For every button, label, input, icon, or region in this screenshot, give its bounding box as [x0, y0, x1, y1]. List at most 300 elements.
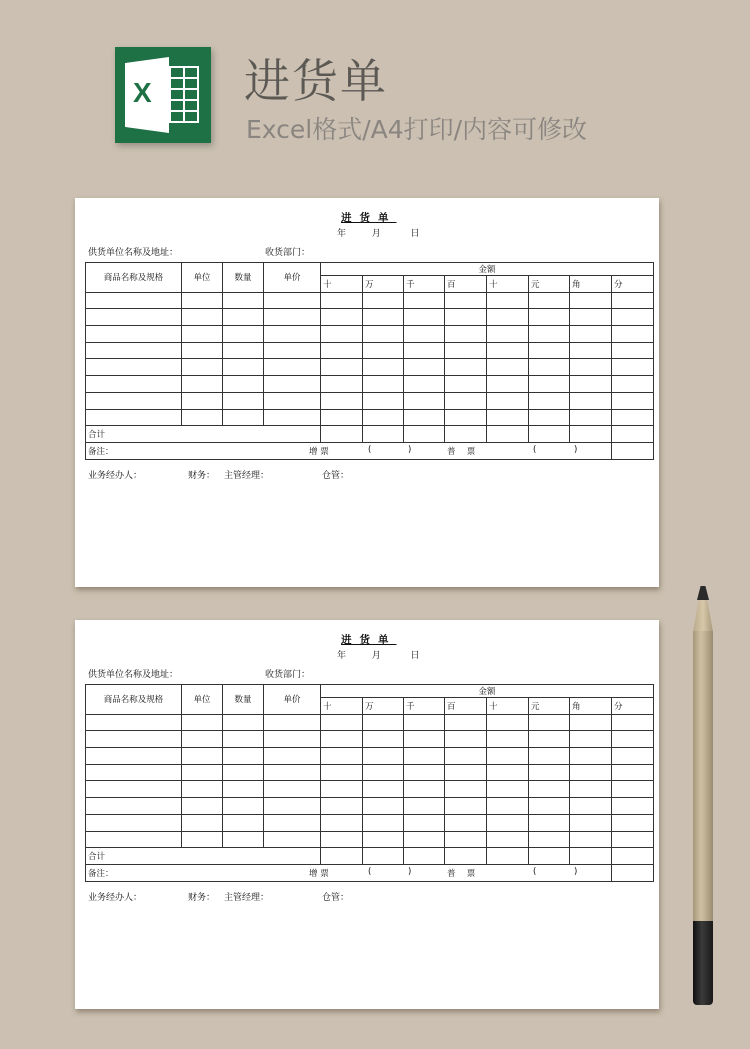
paren-open: ( [368, 866, 372, 877]
table-cell[interactable] [363, 392, 404, 409]
table-cell[interactable] [86, 814, 182, 831]
table-row [86, 798, 654, 815]
table-cell[interactable] [404, 376, 445, 393]
table-cell[interactable] [570, 409, 612, 426]
remark-label: 备注： [88, 868, 114, 879]
remark-row[interactable] [86, 442, 612, 459]
table-cell[interactable] [487, 731, 529, 748]
table-cell[interactable] [182, 342, 223, 359]
total-cell[interactable] [529, 848, 570, 865]
digit-qian: 千 [404, 698, 445, 715]
table-cell[interactable] [612, 781, 654, 798]
form-title: 进货单 [341, 634, 397, 646]
table-cell[interactable] [487, 309, 529, 326]
date-day: 日 [410, 651, 420, 661]
table-cell[interactable] [612, 748, 654, 765]
table-cell[interactable] [321, 748, 363, 765]
table-cell[interactable] [363, 814, 404, 831]
table-cell[interactable] [223, 831, 264, 848]
table-row [86, 292, 654, 309]
table-cell[interactable] [404, 764, 445, 781]
digit-ten-thousand-ten: 十 [321, 698, 363, 715]
table-cell[interactable] [570, 714, 612, 731]
table-cell[interactable] [321, 831, 363, 848]
normal-invoice-label: 普 票 [447, 868, 476, 879]
table-cell[interactable] [445, 409, 487, 426]
table-row [86, 359, 654, 376]
table-cell[interactable] [445, 764, 487, 781]
table-cell[interactable] [321, 309, 363, 326]
vat-invoice-label: 增 票 [309, 446, 329, 457]
remark-extra-cell[interactable] [612, 864, 654, 881]
digit-wan: 万 [363, 698, 404, 715]
table-cell[interactable] [363, 731, 404, 748]
digit-wan: 万 [363, 276, 404, 293]
table-cell[interactable] [445, 376, 487, 393]
header-quantity: 数量 [223, 685, 264, 715]
table-row [86, 392, 654, 409]
table-cell[interactable] [264, 342, 321, 359]
data-rows [86, 292, 654, 426]
table-cell[interactable] [404, 731, 445, 748]
remark-extra-cell[interactable] [612, 442, 654, 459]
table-cell[interactable] [487, 359, 529, 376]
normal-invoice-label: 普 票 [447, 446, 476, 457]
table-cell[interactable] [487, 392, 529, 409]
table-cell[interactable] [223, 359, 264, 376]
header-unit-price: 单价 [264, 263, 321, 293]
table-cell[interactable] [86, 392, 182, 409]
table-cell[interactable] [487, 714, 529, 731]
table-cell[interactable] [487, 342, 529, 359]
supplier-label: 供货单位名称及地址： [88, 248, 179, 258]
table-cell[interactable] [529, 292, 570, 309]
table-cell[interactable] [86, 409, 182, 426]
goods-table [85, 684, 654, 882]
total-cell[interactable] [487, 426, 529, 443]
table-cell[interactable] [445, 781, 487, 798]
pencil-decoration [693, 586, 713, 1006]
total-cell[interactable] [529, 426, 570, 443]
table-row [86, 342, 654, 359]
table-cell[interactable] [487, 409, 529, 426]
footer-handler: 业务经办人： [88, 893, 143, 903]
table-cell[interactable] [86, 292, 182, 309]
table-cell[interactable] [182, 359, 223, 376]
table-cell[interactable] [182, 764, 223, 781]
table-cell[interactable] [570, 781, 612, 798]
total-cell[interactable] [445, 848, 487, 865]
table-cell[interactable] [321, 814, 363, 831]
table-cell[interactable] [363, 764, 404, 781]
footer-handler: 业务经办人： [88, 471, 143, 481]
table-cell[interactable] [363, 409, 404, 426]
table-cell[interactable] [363, 309, 404, 326]
footer-warehouse: 仓管： [322, 893, 350, 903]
total-cell[interactable] [570, 426, 612, 443]
table-cell[interactable] [264, 798, 321, 815]
table-cell[interactable] [570, 342, 612, 359]
receiving-dept-label: 收货部门： [265, 248, 311, 258]
table-cell[interactable] [529, 781, 570, 798]
table-cell[interactable] [445, 309, 487, 326]
table-cell[interactable] [363, 326, 404, 343]
table-cell[interactable] [529, 814, 570, 831]
table-row [86, 731, 654, 748]
table-cell[interactable] [404, 409, 445, 426]
header-unit: 单位 [182, 685, 223, 715]
header-quantity: 数量 [223, 263, 264, 293]
digit-yuan: 元 [529, 698, 570, 715]
table-cell[interactable] [529, 409, 570, 426]
remark-row[interactable] [86, 864, 612, 881]
table-cell[interactable] [264, 409, 321, 426]
table-cell[interactable] [223, 781, 264, 798]
table-cell[interactable] [182, 292, 223, 309]
table-cell[interactable] [86, 731, 182, 748]
footer-manager: 主管经理： [224, 893, 270, 903]
table-cell[interactable] [612, 831, 654, 848]
table-cell[interactable] [404, 781, 445, 798]
table-cell[interactable] [612, 342, 654, 359]
table-cell[interactable] [264, 731, 321, 748]
header-unit-price: 单价 [264, 685, 321, 715]
table-row [86, 831, 654, 848]
digit-shi: 十 [487, 698, 529, 715]
paren-open: ( [533, 444, 537, 455]
table-cell[interactable] [363, 292, 404, 309]
table-cell[interactable] [612, 309, 654, 326]
table-cell[interactable] [182, 731, 223, 748]
table-cell[interactable] [182, 781, 223, 798]
table-cell[interactable] [529, 326, 570, 343]
digit-bai: 百 [445, 698, 487, 715]
table-cell[interactable] [529, 731, 570, 748]
paren-open: ( [368, 444, 372, 455]
footer-manager: 主管经理： [224, 471, 270, 481]
table-cell[interactable] [223, 392, 264, 409]
table-cell[interactable] [223, 764, 264, 781]
table-cell[interactable] [86, 342, 182, 359]
table-cell[interactable] [529, 714, 570, 731]
table-cell[interactable] [264, 392, 321, 409]
excel-x-letter: X [133, 77, 152, 108]
table-cell[interactable] [363, 798, 404, 815]
table-cell[interactable] [86, 748, 182, 765]
table-cell[interactable] [445, 359, 487, 376]
table-cell[interactable] [612, 731, 654, 748]
table-cell[interactable] [612, 326, 654, 343]
table-cell[interactable] [529, 309, 570, 326]
table-cell[interactable] [182, 714, 223, 731]
table-cell[interactable] [612, 814, 654, 831]
paren-open: ( [533, 866, 537, 877]
digit-jiao: 角 [570, 276, 612, 293]
table-cell[interactable] [445, 392, 487, 409]
table-cell[interactable] [223, 731, 264, 748]
table-cell[interactable] [529, 748, 570, 765]
table-cell[interactable] [363, 831, 404, 848]
table-cell[interactable] [445, 731, 487, 748]
table-cell[interactable] [182, 376, 223, 393]
total-cell[interactable] [321, 426, 363, 443]
total-cell[interactable] [363, 426, 404, 443]
table-cell[interactable] [404, 359, 445, 376]
table-cell[interactable] [363, 376, 404, 393]
table-cell[interactable] [445, 831, 487, 848]
goods-table [85, 262, 654, 460]
table-cell[interactable] [321, 798, 363, 815]
table-cell[interactable] [182, 798, 223, 815]
table-cell[interactable] [223, 376, 264, 393]
table-row [86, 748, 654, 765]
table-cell[interactable] [264, 764, 321, 781]
digit-fen: 分 [612, 276, 654, 293]
table-cell[interactable] [612, 409, 654, 426]
table-cell[interactable] [445, 342, 487, 359]
digit-ten-thousand-ten: 十 [321, 276, 363, 293]
table-cell[interactable] [612, 392, 654, 409]
form-date [337, 226, 420, 239]
table-cell[interactable] [86, 831, 182, 848]
table-cell[interactable] [223, 309, 264, 326]
table-cell[interactable] [529, 831, 570, 848]
table-row [86, 326, 654, 343]
table-cell[interactable] [487, 748, 529, 765]
table-cell[interactable] [363, 359, 404, 376]
table-cell[interactable] [321, 392, 363, 409]
digit-fen: 分 [612, 698, 654, 715]
table-cell[interactable] [86, 309, 182, 326]
table-cell[interactable] [570, 831, 612, 848]
page-title: 进货单 [244, 54, 388, 108]
footer-finance: 财务： [188, 471, 216, 481]
table-cell[interactable] [182, 814, 223, 831]
table-cell[interactable] [570, 309, 612, 326]
table-cell[interactable] [570, 798, 612, 815]
digit-bai: 百 [445, 276, 487, 293]
table-cell[interactable] [182, 392, 223, 409]
table-cell[interactable] [264, 814, 321, 831]
table-cell[interactable] [404, 831, 445, 848]
table-cell[interactable] [223, 714, 264, 731]
total-cell[interactable] [321, 848, 363, 865]
table-cell[interactable] [570, 731, 612, 748]
date-year: 年 [337, 229, 347, 239]
table-cell[interactable] [321, 714, 363, 731]
paren-close: ) [574, 866, 578, 877]
table-cell[interactable] [404, 798, 445, 815]
table-cell[interactable] [86, 781, 182, 798]
table-cell[interactable] [363, 748, 404, 765]
table-cell[interactable] [487, 781, 529, 798]
table-cell[interactable] [223, 409, 264, 426]
total-cell[interactable] [404, 426, 445, 443]
table-cell[interactable] [487, 814, 529, 831]
table-cell[interactable] [570, 376, 612, 393]
table-cell[interactable] [321, 781, 363, 798]
table-cell[interactable] [321, 359, 363, 376]
table-cell[interactable] [363, 342, 404, 359]
table-cell[interactable] [264, 781, 321, 798]
table-cell[interactable] [182, 309, 223, 326]
table-cell[interactable] [182, 748, 223, 765]
table-cell[interactable] [223, 814, 264, 831]
table-cell[interactable] [264, 359, 321, 376]
table-cell[interactable] [487, 764, 529, 781]
total-label: 合计 [86, 426, 321, 443]
table-cell[interactable] [529, 359, 570, 376]
header-product: 商品名称及规格 [86, 685, 182, 715]
total-cell[interactable] [445, 426, 487, 443]
table-row [86, 309, 654, 326]
table-cell[interactable] [264, 326, 321, 343]
table-cell[interactable] [445, 326, 487, 343]
table-cell[interactable] [404, 342, 445, 359]
table-cell[interactable] [612, 292, 654, 309]
table-cell[interactable] [86, 376, 182, 393]
table-row [86, 409, 654, 426]
table-cell[interactable] [363, 781, 404, 798]
table-cell[interactable] [487, 831, 529, 848]
form-title: 进货单 [341, 212, 397, 224]
table-cell[interactable] [264, 748, 321, 765]
table-cell[interactable] [404, 309, 445, 326]
table-cell[interactable] [487, 326, 529, 343]
table-cell[interactable] [570, 392, 612, 409]
supplier-label: 供货单位名称及地址： [88, 670, 179, 680]
table-cell[interactable] [445, 292, 487, 309]
remark-label: 备注： [88, 446, 114, 457]
table-cell[interactable] [445, 714, 487, 731]
table-cell[interactable] [404, 814, 445, 831]
table-cell[interactable] [404, 392, 445, 409]
table-cell[interactable] [612, 359, 654, 376]
vat-invoice-label: 增 票 [309, 868, 329, 879]
paren-close: ) [408, 444, 412, 455]
footer-warehouse: 仓管： [322, 471, 350, 481]
header-amount: 金额 [321, 685, 654, 698]
table-cell[interactable] [86, 359, 182, 376]
form-date [337, 648, 420, 661]
table-cell[interactable] [529, 764, 570, 781]
date-month: 月 [371, 229, 381, 239]
table-cell[interactable] [570, 359, 612, 376]
table-row [86, 376, 654, 393]
table-cell[interactable] [612, 376, 654, 393]
table-cell[interactable] [321, 409, 363, 426]
page-subtitle: Excel格式/A4打印/内容可修改 [246, 115, 588, 144]
table-row [86, 714, 654, 731]
table-cell[interactable] [404, 748, 445, 765]
total-label: 合计 [86, 848, 321, 865]
table-cell[interactable] [264, 714, 321, 731]
table-cell[interactable] [570, 748, 612, 765]
table-cell[interactable] [182, 831, 223, 848]
digit-yuan: 元 [529, 276, 570, 293]
total-cell[interactable] [487, 848, 529, 865]
date-year: 年 [337, 651, 347, 661]
table-cell[interactable] [182, 326, 223, 343]
table-cell[interactable] [404, 292, 445, 309]
table-cell[interactable] [529, 392, 570, 409]
table-row [86, 781, 654, 798]
table-cell[interactable] [223, 342, 264, 359]
table-cell[interactable] [321, 376, 363, 393]
table-cell[interactable] [264, 309, 321, 326]
table-cell[interactable] [264, 831, 321, 848]
total-cell[interactable] [612, 426, 654, 443]
table-cell[interactable] [612, 714, 654, 731]
digit-jiao: 角 [570, 698, 612, 715]
digit-qian: 千 [404, 276, 445, 293]
table-cell[interactable] [529, 376, 570, 393]
table-cell[interactable] [86, 764, 182, 781]
total-cell[interactable] [612, 848, 654, 865]
table-cell[interactable] [321, 292, 363, 309]
table-cell[interactable] [445, 814, 487, 831]
total-cell[interactable] [570, 848, 612, 865]
total-cell[interactable] [363, 848, 404, 865]
table-cell[interactable] [363, 714, 404, 731]
table-row [86, 814, 654, 831]
table-cell[interactable] [264, 376, 321, 393]
table-cell[interactable] [570, 292, 612, 309]
table-cell[interactable] [223, 292, 264, 309]
table-cell[interactable] [404, 326, 445, 343]
paren-close: ) [408, 866, 412, 877]
total-cell[interactable] [404, 848, 445, 865]
form-sheet-1 [75, 198, 659, 587]
table-cell[interactable] [487, 376, 529, 393]
date-month: 月 [371, 651, 381, 661]
table-cell[interactable] [264, 292, 321, 309]
table-cell[interactable] [321, 326, 363, 343]
table-cell[interactable] [487, 798, 529, 815]
table-cell[interactable] [182, 409, 223, 426]
table-cell[interactable] [321, 764, 363, 781]
table-cell[interactable] [487, 292, 529, 309]
paren-close: ) [574, 444, 578, 455]
table-cell[interactable] [612, 798, 654, 815]
table-cell[interactable] [86, 714, 182, 731]
receiving-dept-label: 收货部门： [265, 670, 311, 680]
table-cell[interactable] [404, 714, 445, 731]
excel-grid-shape [169, 66, 199, 123]
table-cell[interactable] [529, 342, 570, 359]
table-cell[interactable] [612, 764, 654, 781]
table-cell[interactable] [445, 748, 487, 765]
table-cell[interactable] [321, 342, 363, 359]
table-cell[interactable] [529, 798, 570, 815]
header-amount: 金额 [321, 263, 654, 276]
table-cell[interactable] [86, 326, 182, 343]
header-unit: 单位 [182, 263, 223, 293]
table-cell[interactable] [321, 731, 363, 748]
digit-shi: 十 [487, 276, 529, 293]
table-cell[interactable] [570, 764, 612, 781]
table-row [86, 764, 654, 781]
table-cell[interactable] [223, 748, 264, 765]
table-cell[interactable] [570, 326, 612, 343]
table-cell[interactable] [223, 326, 264, 343]
table-cell[interactable] [445, 798, 487, 815]
table-cell[interactable] [223, 798, 264, 815]
form-sheet-2 [75, 620, 659, 1009]
footer-finance: 财务： [188, 893, 216, 903]
table-cell[interactable] [570, 814, 612, 831]
table-cell[interactable] [86, 798, 182, 815]
